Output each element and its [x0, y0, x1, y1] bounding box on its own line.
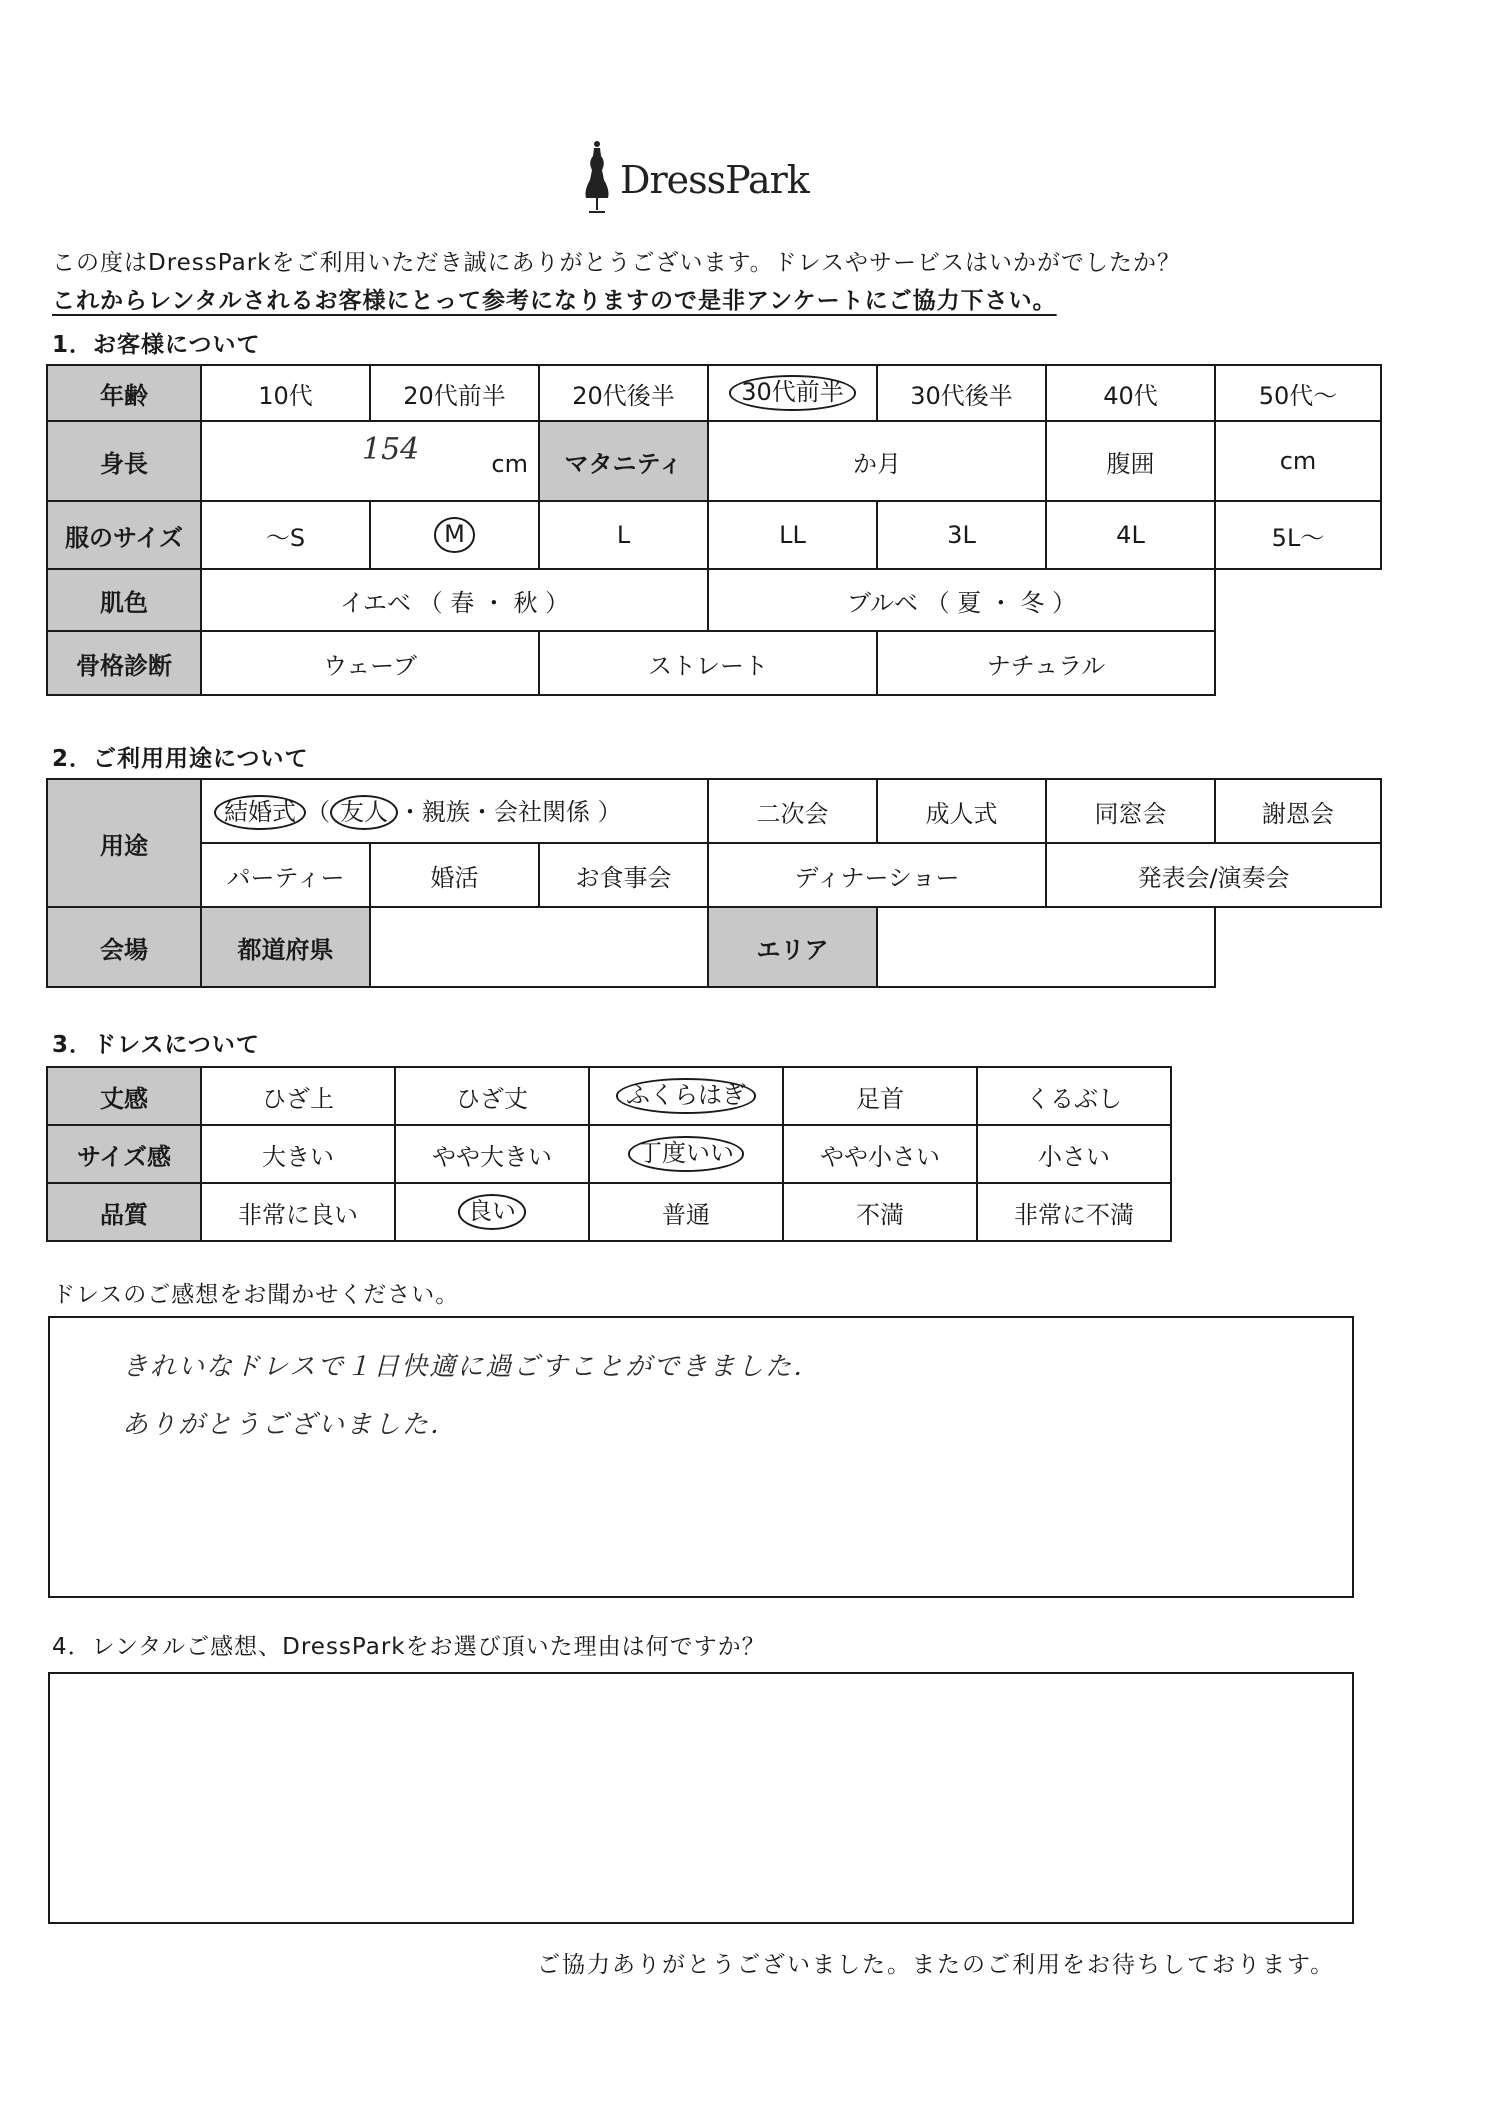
quality-option-selected[interactable] [395, 1183, 589, 1241]
skeleton-option[interactable]: ウェーブ [201, 631, 539, 695]
size-option[interactable]: 5L～ [1215, 501, 1381, 569]
length-option-selected[interactable] [589, 1067, 783, 1125]
prefecture-header: 都道府県 [201, 907, 370, 987]
age-option[interactable]: 20代前半 [370, 365, 539, 421]
dresspark-logo [580, 138, 880, 218]
height-value: 154 [362, 432, 420, 467]
quality-option[interactable]: 非常に良い [201, 1183, 395, 1241]
age-option[interactable]: 30代後半 [877, 365, 1046, 421]
length-option[interactable]: 足首 [783, 1067, 977, 1125]
selection-circle: 結婚式 [214, 795, 306, 830]
maternity-header: マタニティ [539, 421, 708, 501]
quality-header: 品質 [47, 1183, 201, 1241]
selection-circle: 丁度いい [628, 1136, 744, 1171]
skeleton-option[interactable]: ストレート [539, 631, 877, 695]
quality-option[interactable]: 非常に不満 [977, 1183, 1171, 1241]
customer-table [46, 364, 1382, 696]
age-option[interactable]: 20代後半 [539, 365, 708, 421]
height-field[interactable] [201, 421, 539, 501]
length-option[interactable]: ひざ上 [201, 1067, 395, 1125]
age-header: 年齢 [47, 365, 201, 421]
skin-yellow-option[interactable]: イエベ （ 春 ・ 秋 ） [201, 569, 708, 631]
purpose-option[interactable]: 婚活 [370, 843, 539, 907]
area-field[interactable] [877, 907, 1215, 987]
height-unit: cm [491, 450, 528, 478]
section1-title: 1．お客様について [52, 332, 261, 358]
section4-title: 4．レンタルご感想、DressParkをお選び頂いた理由は何ですか？ [52, 1634, 766, 1660]
skeleton-option[interactable]: ナチュラル [877, 631, 1215, 695]
size-header: 服のサイズ [47, 501, 201, 569]
paren-open: （ [306, 797, 330, 826]
intro-request: これからレンタルされるお客様にとって参考になりますので是非アンケートにご協力下さい。 [52, 288, 1057, 314]
maternity-field[interactable]: か月 [708, 421, 1046, 501]
purpose-option[interactable]: お食事会 [539, 843, 708, 907]
quality-option[interactable]: 普通 [589, 1183, 783, 1241]
purpose-option[interactable]: パーティー [201, 843, 370, 907]
purpose-option[interactable]: 成人式 [877, 779, 1046, 843]
skin-header: 肌色 [47, 569, 201, 631]
belly-field[interactable]: cm [1215, 421, 1381, 501]
purpose-option[interactable]: 発表会/演奏会 [1046, 843, 1381, 907]
fit-option[interactable]: やや小さい [783, 1125, 977, 1183]
empty-cell [1215, 631, 1381, 695]
wedding-option[interactable] [201, 779, 708, 843]
prefecture-field[interactable] [370, 907, 708, 987]
length-option[interactable]: くるぶし [977, 1067, 1171, 1125]
fit-header: サイズ感 [47, 1125, 201, 1183]
logo-text: DressPark [620, 158, 809, 202]
selection-circle: 良い [458, 1194, 526, 1229]
size-option[interactable]: 4L [1046, 501, 1215, 569]
size-option[interactable]: L [539, 501, 708, 569]
dress-form-icon [582, 140, 612, 216]
belly-header: 腹囲 [1046, 421, 1215, 501]
purpose-option[interactable]: 同窓会 [1046, 779, 1215, 843]
selection-circle: M [434, 517, 475, 552]
selection-circle: 30代前半 [729, 375, 856, 410]
comment-line: ありがとうございました． [122, 1410, 459, 1440]
empty-cell [1215, 907, 1381, 987]
empty-cell [1215, 569, 1381, 631]
purpose-header: 用途 [47, 779, 201, 907]
skeleton-header: 骨格診断 [47, 631, 201, 695]
size-option[interactable]: LL [708, 501, 877, 569]
age-option-selected[interactable] [708, 365, 877, 421]
height-header: 身長 [47, 421, 201, 501]
age-option[interactable]: 40代 [1046, 365, 1215, 421]
size-option[interactable]: 3L [877, 501, 1046, 569]
fit-option[interactable]: やや大きい [395, 1125, 589, 1183]
section3-title: 3．ドレスについて [52, 1032, 260, 1058]
purpose-option[interactable]: 二次会 [708, 779, 877, 843]
age-option[interactable]: 10代 [201, 365, 370, 421]
length-header: 丈感 [47, 1067, 201, 1125]
venue-header: 会場 [47, 907, 201, 987]
reason-box[interactable] [48, 1672, 1354, 1924]
comment-line: きれいなドレスで１日快適に過ごすことができました． [122, 1352, 822, 1382]
selection-circle: 友人 [330, 795, 398, 830]
size-option[interactable]: ～S [201, 501, 370, 569]
section2-title: 2．ご利用用途について [52, 746, 309, 772]
quality-option[interactable]: 不満 [783, 1183, 977, 1241]
comment-box[interactable] [48, 1316, 1354, 1598]
intro-text: この度はDressParkをご利用いただき誠にありがとうございます。ドレスやサービスはいかがでしたか？ [52, 250, 1181, 276]
purpose-table [46, 778, 1382, 988]
wedding-relations: ・親族・会社関係 ） [398, 797, 622, 826]
purpose-option[interactable]: ディナーショー [708, 843, 1046, 907]
selection-circle: ふくらはぎ [616, 1078, 756, 1113]
fit-option-selected[interactable] [589, 1125, 783, 1183]
skin-blue-option[interactable]: ブルベ （ 夏 ・ 冬 ） [708, 569, 1215, 631]
thanks-text: ご協力ありがとうございました。またのご利用をお待ちしております。 [537, 1952, 1336, 1978]
fit-option[interactable]: 小さい [977, 1125, 1171, 1183]
fit-option[interactable]: 大きい [201, 1125, 395, 1183]
dress-table [46, 1066, 1172, 1242]
age-option[interactable]: 50代～ [1215, 365, 1381, 421]
area-header: エリア [708, 907, 877, 987]
purpose-option[interactable]: 謝恩会 [1215, 779, 1381, 843]
comment-prompt: ドレスのご感想をお聞かせください。 [52, 1282, 460, 1308]
length-option[interactable]: ひざ丈 [395, 1067, 589, 1125]
size-option-selected[interactable] [370, 501, 539, 569]
